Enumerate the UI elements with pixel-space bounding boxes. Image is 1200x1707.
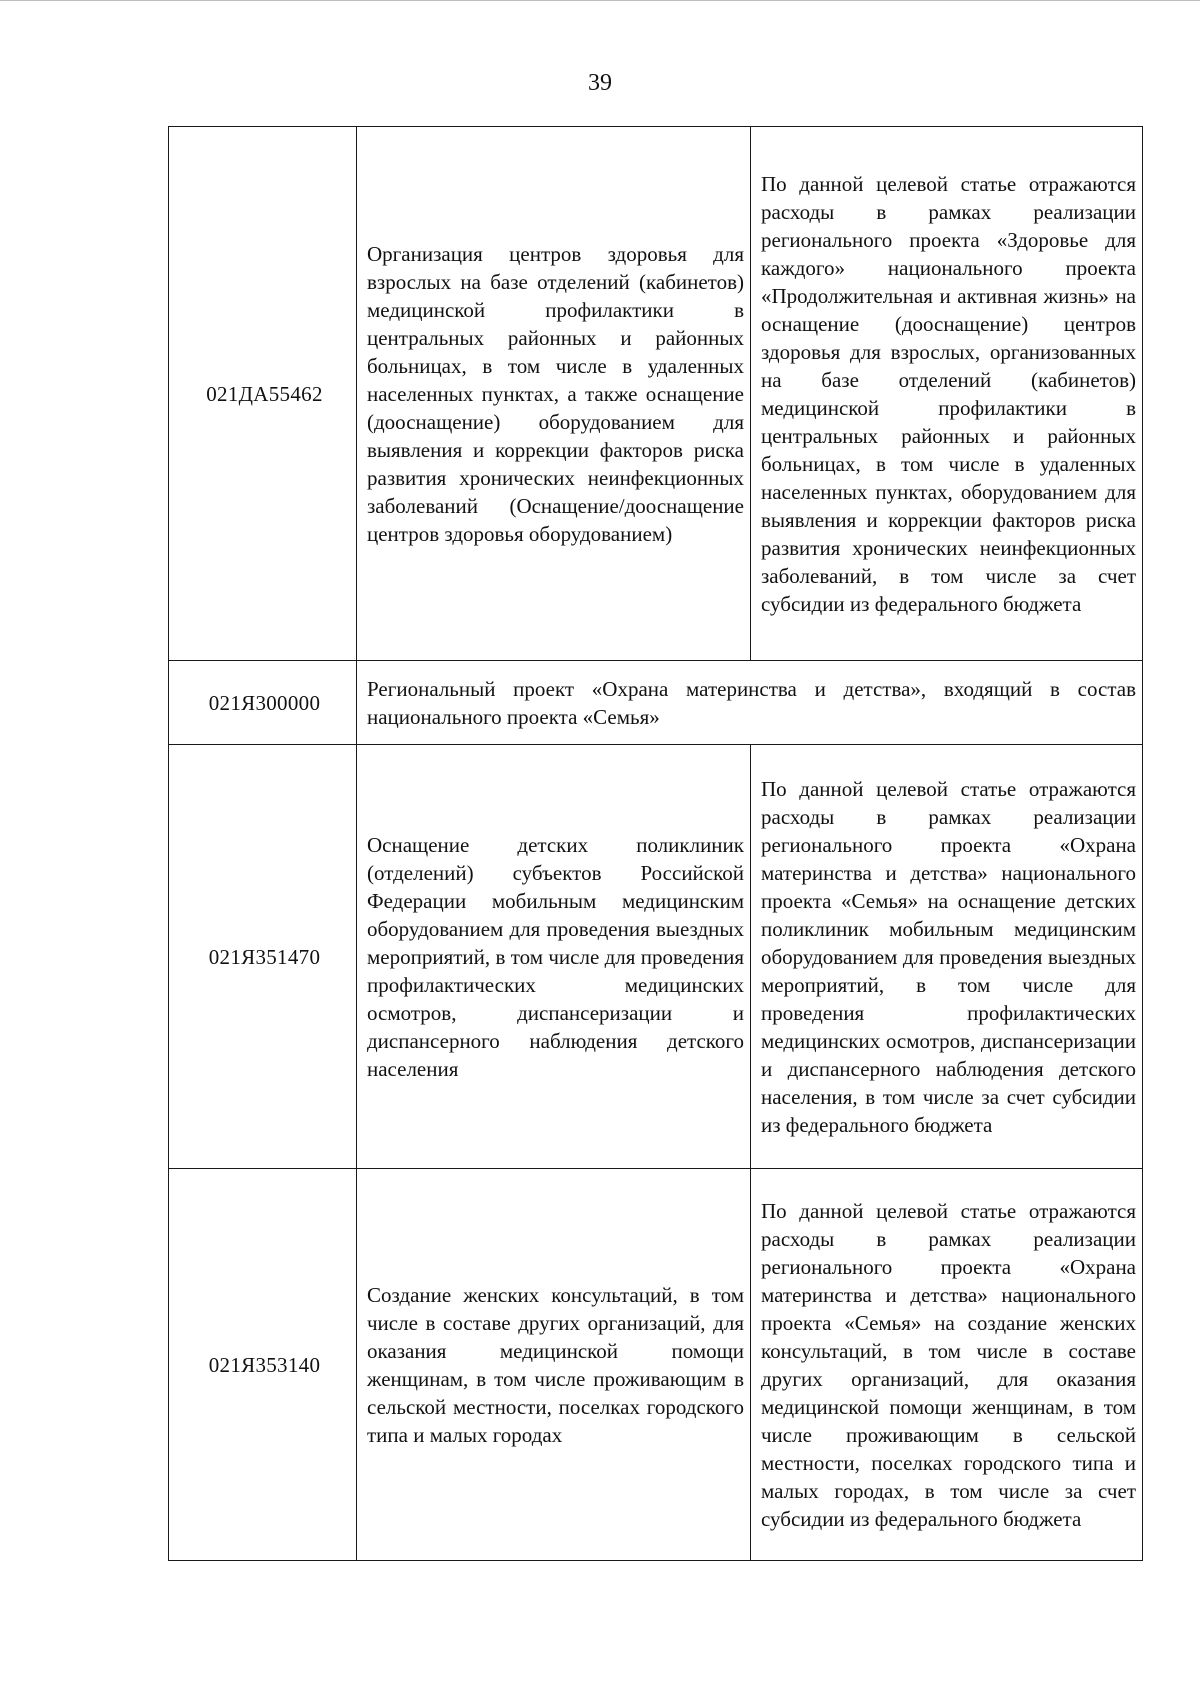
table-row <box>169 127 1143 661</box>
scan-edge <box>0 0 1200 3</box>
article-name: Организация центров здоровья для взрослых на базе отделений (кабинетов) медицинской профилактики в центральных районных и районных больницах, в том числе в удаленных населенных пунктах, а также оснащение (дооснащение) оборудованием для выявления и коррекции факторов риска развития хронических неинфекционных заболеваний (Оснащение/дооснащение центров здоровья оборудованием) <box>357 127 751 661</box>
article-description: По данной целевой статье отражаются расходы в рамках реализации регионального проекта «Охрана материнства и детства» национального проекта «Семья» на оснащение детских поликлиник мобильным медицинским оборудованием для проведения выездных мероприятий, в том числе для проведения профилактических медицинских осмотров, диспансеризации и диспансерного наблюдения детского населения, в том числе за счет субсидии из федерального бюджета <box>751 745 1143 1169</box>
article-description: По данной целевой статье отражаются расходы в рамках реализации регионального проекта «Здоровье для каждого» национального проекта «Продолжительная и активная жизнь» на оснащение (дооснащение) центров здоровья для взрослых, организованных на базе отделений (кабинетов) медицинской профилактики в центральных районных и районных больницах, в том числе в удаленных населенных пунктах, оборудованием для выявления и коррекции факторов риска развития хронических неинфекционных заболеваний, в том числе за счет субсидии из федерального бюджета <box>751 127 1143 661</box>
article-code: 021Я300000 <box>169 661 357 745</box>
article-name: Региональный проект «Охрана материнства и детства», входящий в состав национального проекта «Семья» <box>357 661 1143 745</box>
target-articles-table <box>168 126 1143 1561</box>
article-code: 021ДА55462 <box>169 127 357 661</box>
table-row <box>169 1169 1143 1561</box>
table-row <box>169 745 1143 1169</box>
table-row <box>169 661 1143 745</box>
article-name: Оснащение детских поликлиник (отделений) субъектов Российской Федерации мобильным медицинским оборудованием для проведения выездных мероприятий, в том числе для проведения профилактических медицинских осмотров, диспансеризации и диспансерного наблюдения детского населения <box>357 745 751 1169</box>
page-number: 39 <box>588 70 612 96</box>
article-description: По данной целевой статье отражаются расходы в рамках реализации регионального проекта «Охрана материнства и детства» национального проекта «Семья» на создание женских консультаций, в том числе в составе других организаций, для оказания медицинской помощи женщинам, в том числе проживающим в сельской местности, поселках городского типа и малых городах, в том числе за счет субсидии из федерального бюджета <box>751 1169 1143 1561</box>
article-name: Создание женских консультаций, в том числе в составе других организаций, для оказания медицинской помощи женщинам, в том числе проживающим в сельской местности, поселках городского типа и малых городах <box>357 1169 751 1561</box>
article-code: 021Я351470 <box>169 745 357 1169</box>
article-code: 021Я353140 <box>169 1169 357 1561</box>
